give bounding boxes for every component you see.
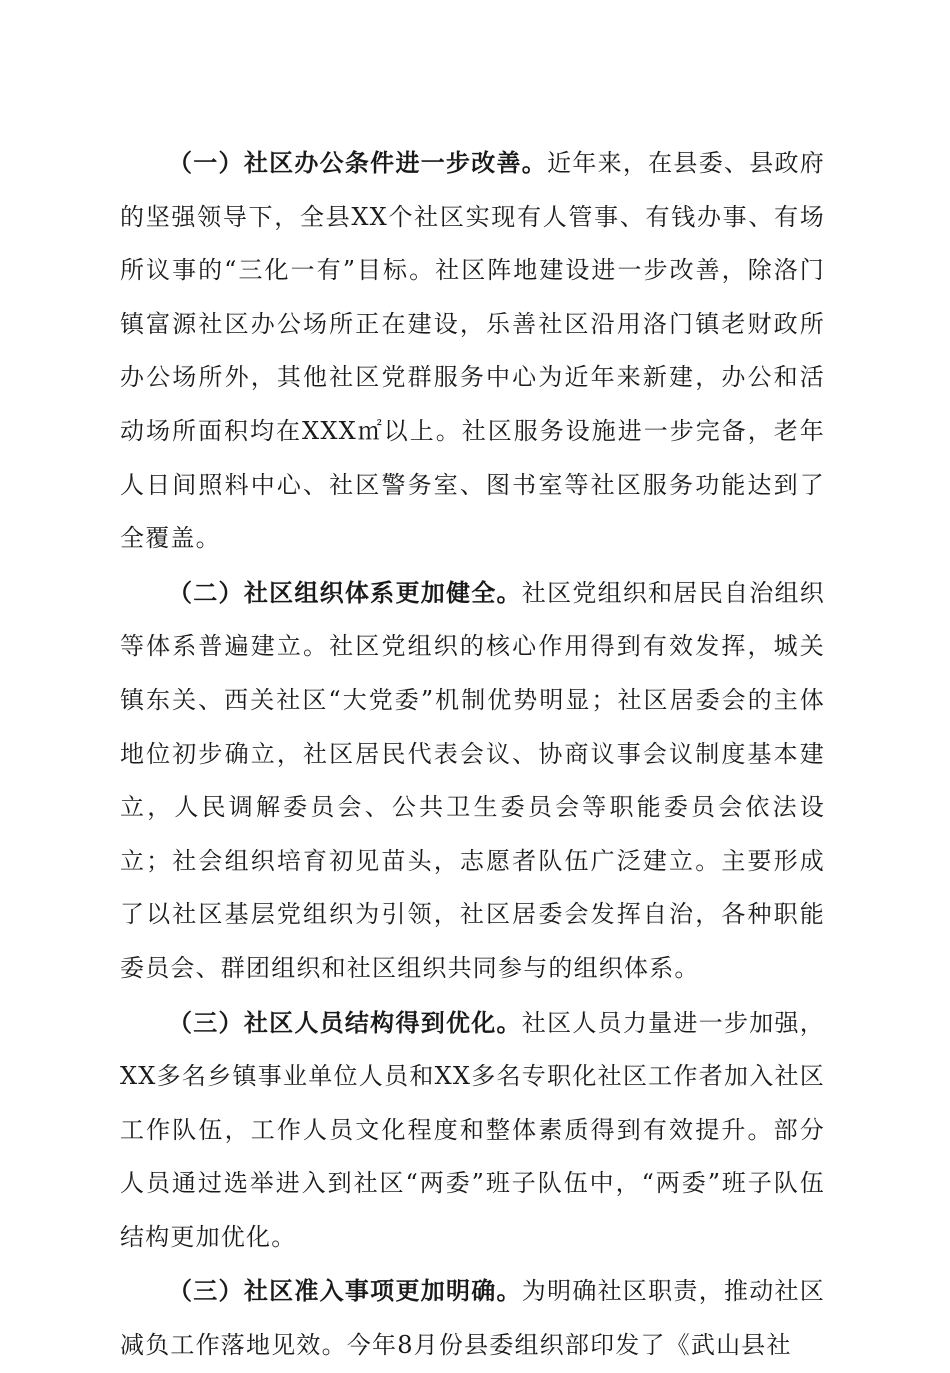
paragraph-text: 社区党组织和居民自治组织等体系普遍建立。社区党组织的核心作用得到有效发挥，城关镇东关、西关社区“大党委”机制优势明显；社区居委会的主体地位初步确立，社区居民代表会议、协商议事会议制度基本建立，人民调解委员会、公共卫生委员会等职能委员会依法设立；社会组织培育初见苗头，志愿者队伍广泛建立。主要形成了以社区基层党组织为引领，社区居委会发挥自治，各种职能委员会、群团组织和社区组织共同参与的组织体系。 [120,578,825,982]
paragraph-heading: （三）社区人员结构得到优化。 [168,1007,522,1037]
paragraph-text: 近年来，在县委、县政府的坚强领导下，全县XX个社区实现有人管事、有钱办事、有场所议事的“三化一有”目标。社区阵地建设进一步改善，除洛门镇富源社区办公场所正在建设，乐善社区沿用洛门镇老财政所办公场所外，其他社区党群服务中心为近年来新建，办公和活动场所面积均在XXX㎡以上。社区服务设施进一步完备，老年人日间照料中心、社区警务室、图书室等社区服务功能达到了全覆盖。 [120,149,825,553]
paragraph-organization-system [120,566,825,996]
paragraph-access-items [120,1264,825,1372]
paragraph-text: 为明确社区职责，推动社区减负工作落地见效。今年8月份县委组织部印发了《武山县社 [120,1277,825,1360]
paragraph-heading: （一）社区办公条件进一步改善。 [168,148,548,177]
paragraph-heading: （二）社区组织体系更加健全。 [168,577,522,607]
paragraph-heading: （三）社区准入事项更加明确。 [168,1276,522,1306]
paragraph-text: 社区人员力量进一步加强，XX多名乡镇事业单位人员和XX多名专职化社区工作者加入社区工作队伍，工作人员文化程度和整体素质得到有效提升。部分人员通过选举进入到社区“两委”班子队伍中，“两委”班子队伍结构更加优化。 [120,1008,825,1251]
document-body [120,136,825,1373]
paragraph-staff-structure [120,996,825,1265]
paragraph-office-conditions [120,136,825,566]
